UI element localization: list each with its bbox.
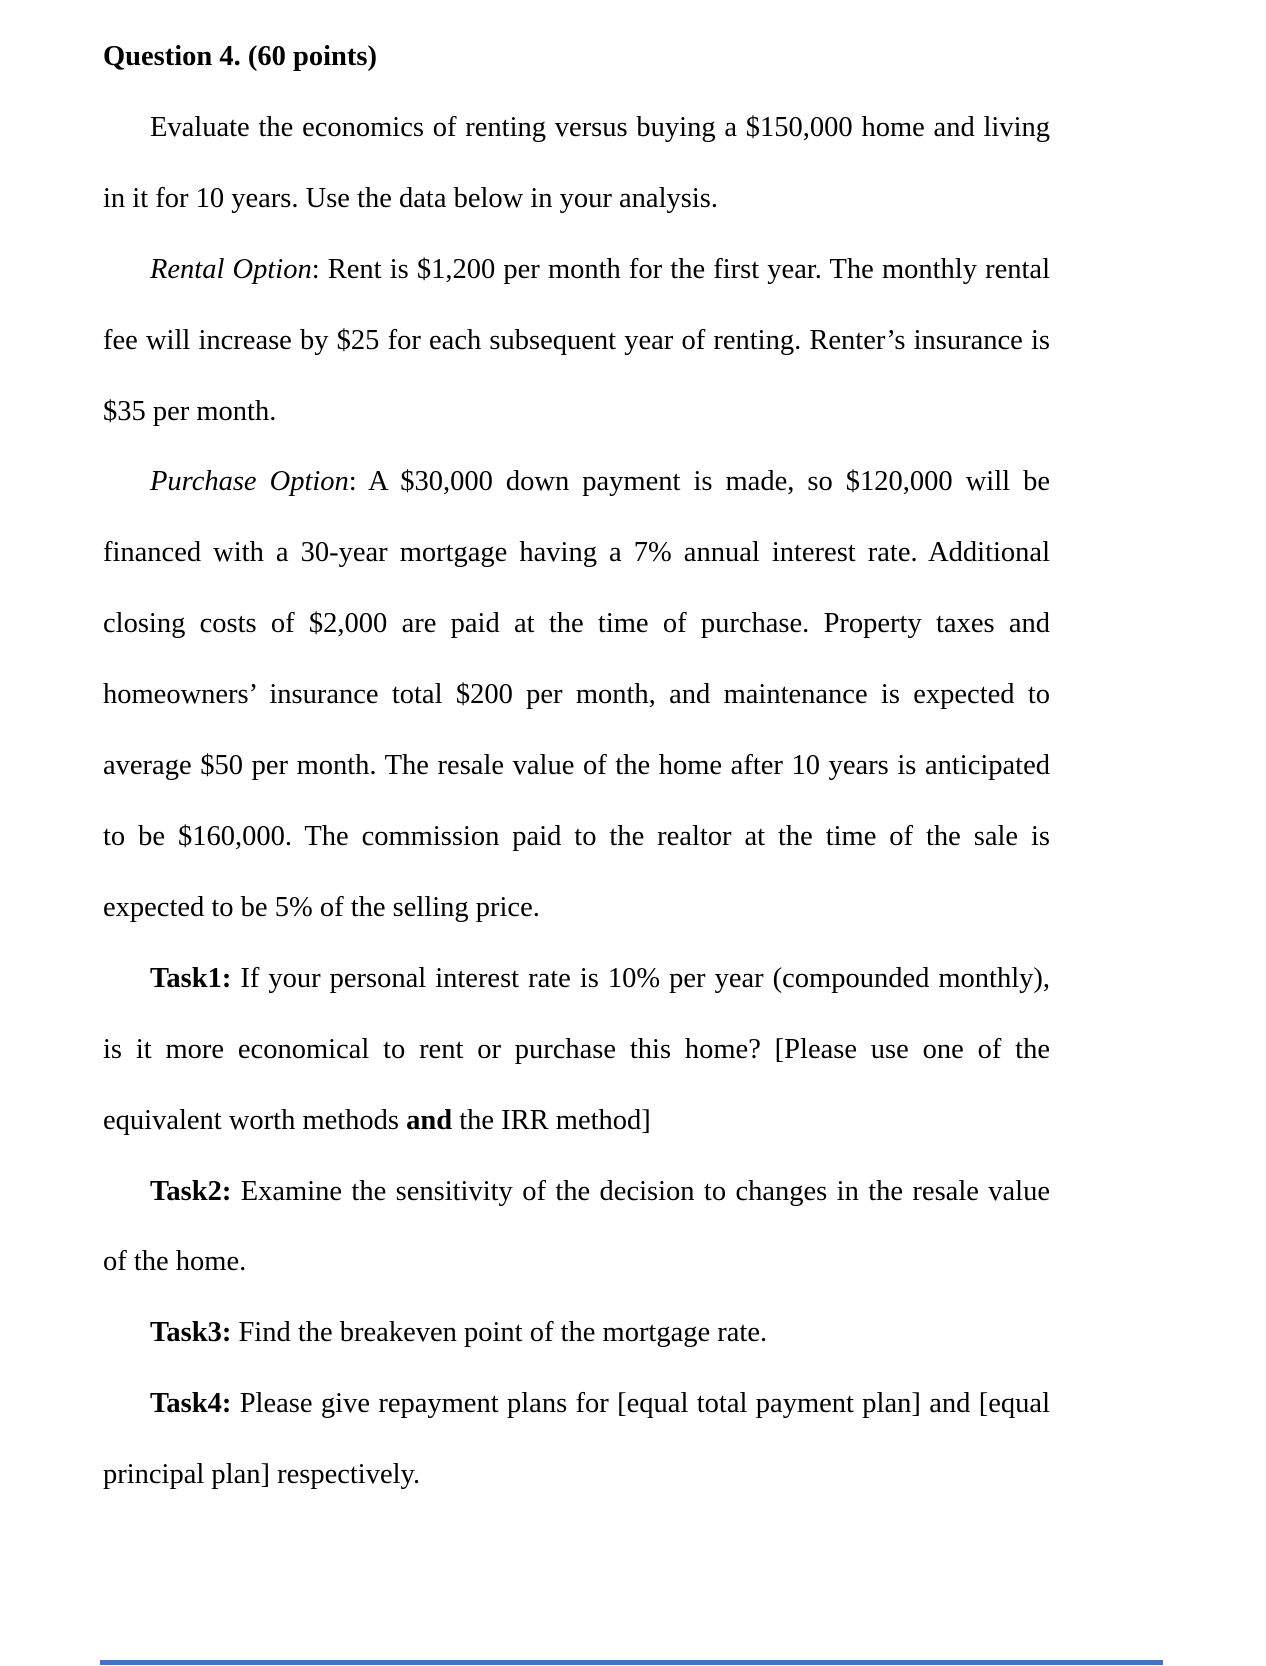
task3-paragraph	[103, 1298, 1050, 1369]
task1-paragraph	[103, 944, 1050, 1157]
purchase-option-lead: Purchase Option	[150, 466, 349, 498]
bottom-accent-line	[100, 1660, 1163, 1665]
task1-label: Task1:	[150, 962, 232, 994]
task3-label: Task3:	[150, 1317, 232, 1349]
task2-paragraph	[103, 1157, 1050, 1299]
task1-text-part2: the IRR method]	[452, 1104, 651, 1136]
rental-option-paragraph	[103, 235, 1050, 448]
task2-text: Examine the sensitivity of the decision to changes in the resale value of the home.	[103, 1175, 1050, 1278]
task4-text: Please give repayment plans for [equal total payment plan] and [equal principal plan] respectively.	[103, 1388, 1050, 1491]
intro-paragraph	[103, 93, 1050, 235]
task4-label: Task4:	[150, 1388, 232, 1420]
rental-option-lead: Rental Option	[150, 253, 312, 285]
task1-text-part1: If your personal interest rate is 10% per year (compounded monthly), is it more economical to rent or purchase this home? [Please use one of the equivalent worth methods	[103, 962, 1050, 1136]
rental-option-text: : Rent is $1,200 per month for the first year. The monthly rental fee will increase by $25 for each subsequent year of renting. Renter’s insurance is $35 per month.	[103, 253, 1050, 427]
purchase-option-text: : A $30,000 down payment is made, so $120,000 will be financed with a 30-year mortgage having a 7% annual interest rate. Additional closing costs of $2,000 are paid at the time of purchase. Property taxes and homeowners’ insurance total $200 per month, and maintenance is expected to average $50 per month. The resale value of the home after 10 years is anticipated to be $160,000. The commission paid to the realtor at the time of the sale is expected to be 5% of the selling price.	[103, 466, 1050, 923]
question-heading: Question 4. (60 points)	[103, 41, 377, 72]
task4-paragraph	[103, 1369, 1050, 1511]
purchase-option-paragraph	[103, 447, 1050, 943]
task1-bold-and: and	[406, 1104, 453, 1136]
task3-text: Find the breakeven point of the mortgage rate.	[231, 1317, 768, 1349]
intro-text: Evaluate the economics of renting versus buying a $150,000 home and living in it for 10 years. Use the data below in your analysis.	[103, 111, 1050, 214]
task2-label: Task2:	[150, 1175, 232, 1207]
